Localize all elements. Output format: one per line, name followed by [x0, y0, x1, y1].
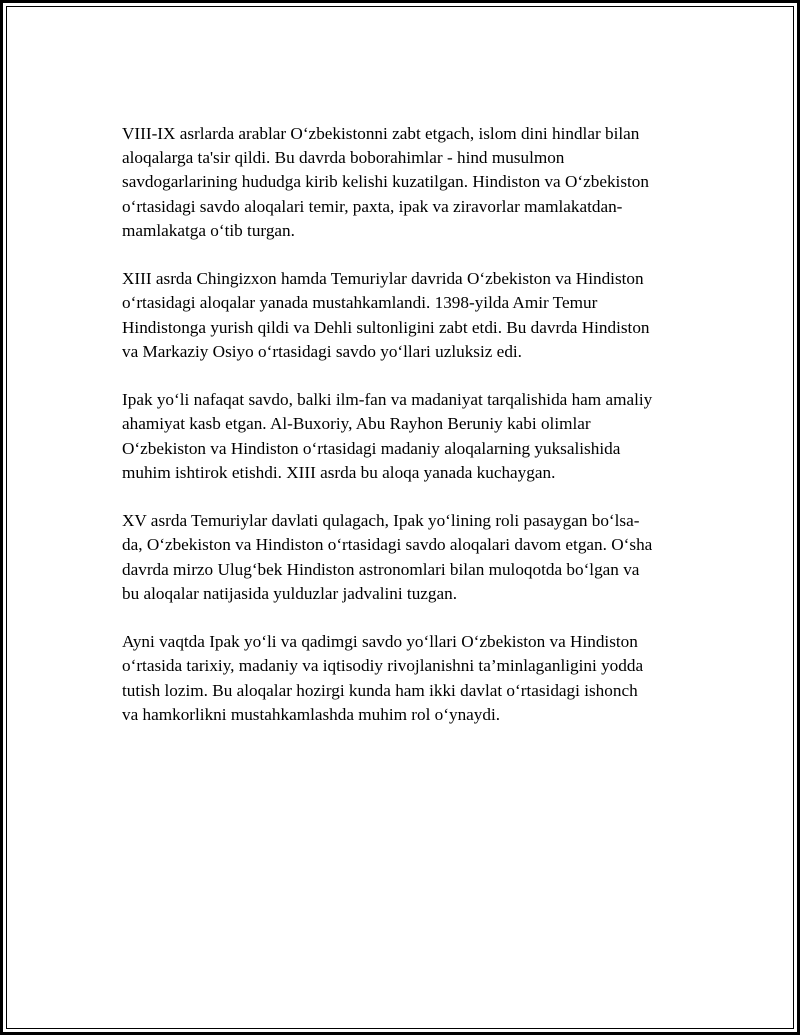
paragraph-silk-road-science: Ipak yo‘li nafaqat savdo, balki ilm-fan va madaniyat tarqalishida ham amaliy ahamiyat kasb etgan. Al-Buxoriy, Abu Rayhon Beruniy kabi olimlar O‘zbekiston va Hindiston o‘rtasidagi madaniy aloqalarning yuksalishida muhim ishtirok etishdi. XIII asrda bu aloqa yanada kuchaygan.: [122, 390, 653, 482]
paragraph-arab-conquest: VIII-IX asrlarda arablar O‘zbekistonni zabt etgach, islom dini hindlar bilan aloqalarga ta'sir qildi. Bu davrda boborahimlar - hind musulmon savdogarlarining hududga kirib kelishi kuzatilgan. Hindiston va O‘zbekiston o‘rtasidagi savdo aloqalari temir, paxta, ipak va ziravorlar mamlakatdan- mamlakatga o‘tib turgan.: [122, 124, 649, 240]
document-body: [122, 122, 692, 751]
paragraph-ulugbek: XV asrda Temuriylar davlati qulagach, Ipak yo‘lining roli pasaygan bo‘lsa- da, O‘zbekiston va Hindiston o‘rtasidagi savdo aloqalari davom etgan. O‘sha davrda mirzo Ulug‘bek Hindiston astronomlari bilan muloqotda bo‘lgan va bu aloqalar natijasida yulduzlar jadvalini tuzgan.: [122, 511, 653, 603]
paragraph-conclusion: Ayni vaqtda Ipak yo‘li va qadimgi savdo yo‘llari O‘zbekiston va Hindiston o‘rtasida tarixiy, madaniy va iqtisodiy rivojlanishni ta’minlaganligini yodda tutish lozim. Bu aloqalar hozirgi kunda ham ikki davlat o‘rtasidagi ishonch va hamkorlikni mustahkamlashda muhim rol o‘ynaydi.: [122, 632, 644, 724]
paragraph-timurid-era: XIII asrda Chingizxon hamda Temuriylar davrida O‘zbekiston va Hindiston o‘rtasidagi aloqalar yanada mustahkamlandi. 1398-yilda Amir Temur Hindistonga yurish qildi va Dehli sultonligini zabt etdi. Bu davrda Hindiston va Markaziy Osiyo o‘rtasidagi savdo yo‘llari uzluksiz edi.: [122, 269, 650, 361]
